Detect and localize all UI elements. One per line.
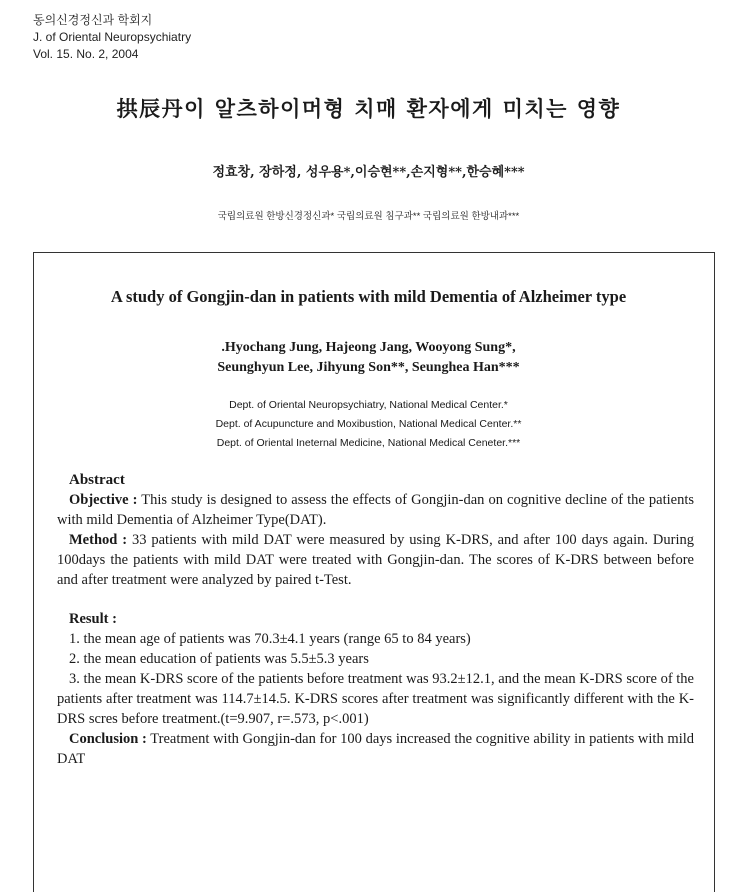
journal-volume: Vol. 15. No. 2, 2004 (33, 47, 139, 61)
english-authors-line-2: Seunghyun Lee, Jihyung Son**, Seunghea Han*** (217, 360, 520, 375)
result-item-2: 2. the mean education of patients was 5.5±5.3 years (69, 651, 369, 667)
result-label: Result : (69, 611, 117, 627)
english-title: A study of Gongjin-dan in patients with mild Dementia of Alzheimer type (110, 287, 627, 306)
objective-label: Objective : (69, 492, 138, 508)
conclusion-text: Treatment with Gongjin-dan for 100 days increased the cognitive ability in patients with mild DAT (57, 731, 694, 767)
english-affiliations (0, 396, 737, 453)
korean-title: 拱辰丹이 알츠하이머형 치매 환자에게 미치는 영향 (116, 96, 621, 121)
korean-affiliations: 국립의료원 한방신경정신과* 국립의료원 침구과** 국립의료원 한방내과*** (217, 211, 520, 222)
conclusion-paragraph (57, 729, 694, 769)
journal-english-name: J. of Oriental Neuropsychiatry (33, 30, 192, 44)
english-affiliation-3: Dept. of Oriental Ineternal Medicine, National Medical Ceneter.*** (216, 437, 521, 449)
result-item-1: 1. the mean age of patients was 70.3±4.1 years (range 65 to 84 years) (69, 631, 471, 647)
journal-header (33, 12, 191, 63)
objective-text: This study is designed to assess the effects of Gongjin-dan on cognitive decline of the patients with mild Dementia of Alzheimer Type(DAT). (57, 492, 695, 528)
method-paragraph (57, 530, 694, 590)
korean-authors: 정효창, 장하정, 성우용*,이승현**,손지형**,한승혜*** (212, 165, 525, 180)
abstract-heading: Abstract (69, 472, 125, 488)
journal-korean-name: 동의신경정신과 학회지 (33, 13, 153, 27)
english-affiliation-1: Dept. of Oriental Neuropsychiatry, National Medical Center.* (229, 399, 508, 411)
english-affiliation-2: Dept. of Acupuncture and Moxibustion, National Medical Center.** (215, 418, 522, 430)
english-authors (0, 338, 737, 378)
conclusion-label: Conclusion : (69, 731, 147, 747)
method-label: Method : (69, 532, 128, 548)
objective-paragraph (57, 490, 694, 530)
result-item-3: 3. the mean K-DRS score of the patients before treatment was 93.2±12.1, and the mean K-DRS score of the patients after treatment was 114.7±14.5. K-DRS scores after treatment was significantly different with the K-DRS scres before treatment.(t=9.907, r=.573, p<.001) (57, 671, 694, 727)
abstract-body (57, 470, 694, 769)
english-authors-line-1: .Hyochang Jung, Hajeong Jang, Wooyong Sung*, (221, 340, 516, 355)
method-text: 33 patients with mild DAT were measured by using K-DRS, and after 100 days again. During 100days the patients with mild DAT were treated with Gongjin-dan. The scores of K-DRS between before and after treatment were analyzed by paired t-Test. (57, 532, 695, 588)
